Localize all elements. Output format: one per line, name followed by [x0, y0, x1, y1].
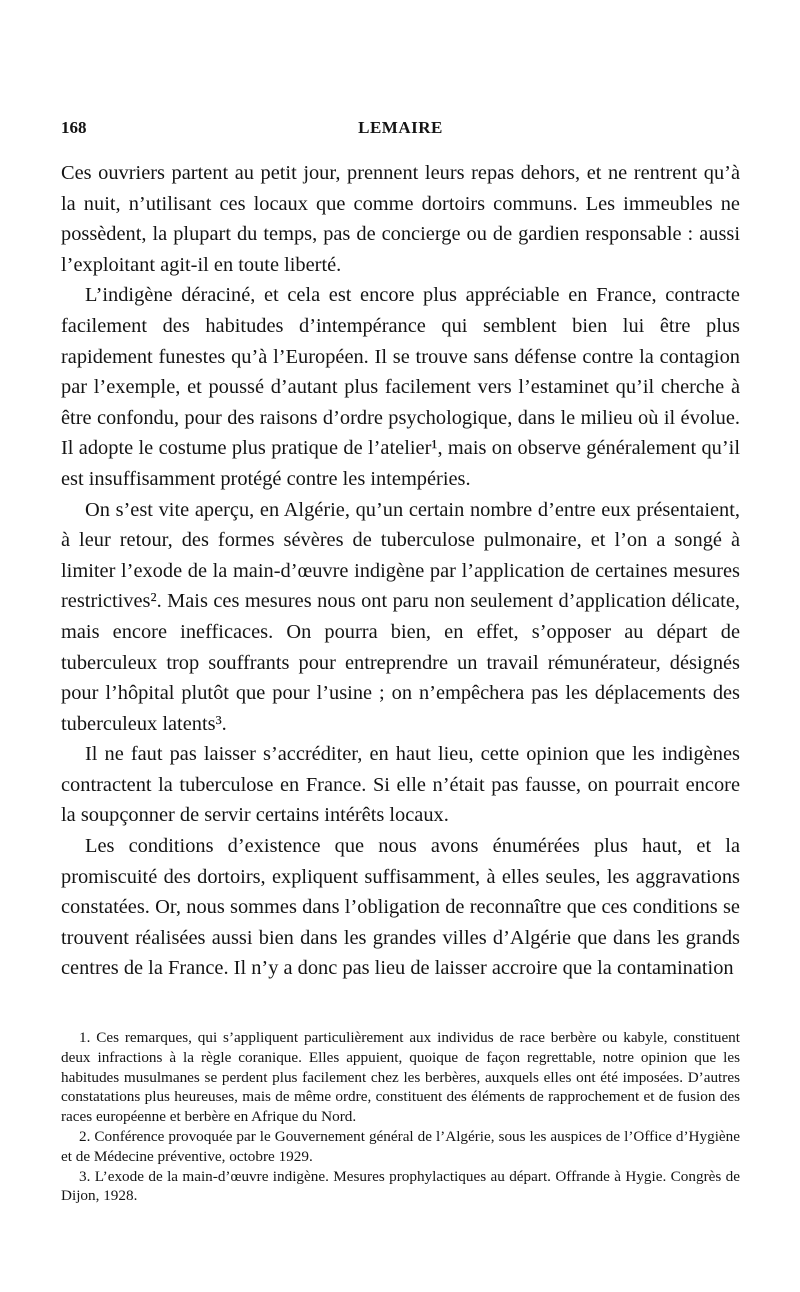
page-number: 168: [61, 118, 87, 137]
body-text: [61, 158, 740, 984]
running-title: LEMAIRE: [358, 118, 443, 137]
footnote: 3. L’exode de la main-d’œuvre indigène. Mesures prophylactiques au départ. Offrande à Hygie. Congrès de Dijon, 1928.: [61, 1167, 740, 1205]
footnote: 1. Ces remarques, qui s’appliquent particulièrement aux individus de race berbère ou kabyle, constituent deux infractions à la règle coranique. Elles appuient, quoique de façon regrettable, notre opinion que les habitudes musulmanes se perdent plus facilement chez les berbères, auxquels elles ont été imposées. D’autres constatations plus heureuses, mais de même ordre, constituent des éléments de rapprochement et de fusion des races européenne et berbère en Afrique du Nord.: [61, 1029, 740, 1126]
paragraph: On s’est vite aperçu, en Algérie, qu’un certain nombre d’entre eux présentaient, à leur retour, des formes sévères de tuberculose pulmonaire, et l’on a songé à limiter l’exode de la main-d’œuvre indigène par l’application de certaines mesures restrictives². Mais ces mesures nous ont paru non seulement d’application délicate, mais encore inefficaces. On pourra bien, en effet, s’opposer au départ de tuberculeux trop souffrants pour entreprendre un travail rémunérateur, désignés pour l’hôpital plutôt que pour l’usine ; on n’empêchera pas les déplacements des tuberculeux latents³.: [61, 498, 740, 735]
running-head: [61, 118, 740, 148]
paragraph: Il ne faut pas laisser s’accréditer, en haut lieu, cette opinion que les indigènes contractent la tuberculose en France. Si elle n’était pas fausse, on pourrait encore la soupçonner de servir certains intérêts locaux.: [61, 743, 740, 827]
paragraph: Les conditions d’existence que nous avons énumérées plus haut, et la promiscuité des dortoirs, expliquent suffisamment, à elles seules, les aggravations constatées. Or, nous sommes dans l’obligation de reconnaître que ces conditions se trouvent réalisées aussi bien dans les grandes villes d’Algérie que dans les grands centres de la France. Il n’y a donc pas lieu de laisser accroire que la contamination: [61, 835, 740, 980]
book-page: [61, 118, 740, 1206]
footnote: 2. Conférence provoquée par le Gouvernement général de l’Algérie, sous les auspices de l’Office d’Hygiène et de Médecine préventive, octobre 1929.: [61, 1128, 740, 1165]
footnotes: [61, 1028, 740, 1206]
paragraph: Ces ouvriers partent au petit jour, prennent leurs repas dehors, et ne rentrent qu’à la nuit, n’utilisant ces locaux que comme dortoirs communs. Les immeubles ne possèdent, la plupart du temps, pas de concierge ou de gardien responsable : aussi l’exploitant agit-il en toute liberté.: [61, 162, 740, 276]
paragraph: L’indigène déraciné, et cela est encore plus appréciable en France, contracte facilement des habitudes d’intempérance qui semblent bien lui être plus rapidement funestes qu’à l’Européen. Il se trouve sans défense contre la contagion par l’exemple, et poussé d’autant plus facilement vers l’estaminet qu’il cherche à être confondu, pour des raisons d’ordre psychologique, dans le milieu où il évolue. Il adopte le costume plus pratique de l’atelier¹, mais on observe généralement qu’il est insuffisamment protégé contre les intempéries.: [61, 284, 740, 490]
